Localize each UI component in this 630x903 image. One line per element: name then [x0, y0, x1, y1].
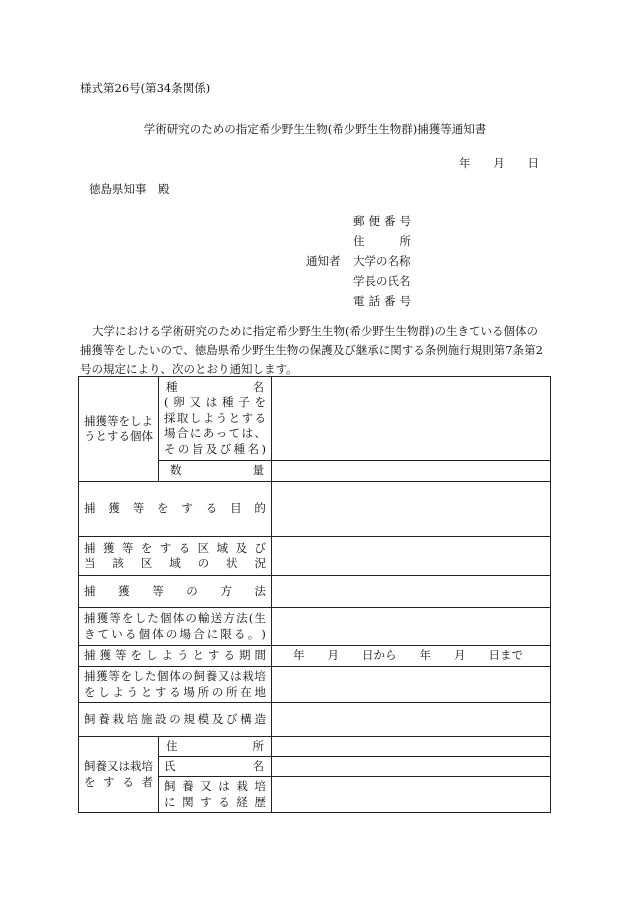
keeper-experience-label: 飼 養 又 は 栽 培 に 関 す る 経 歴	[159, 777, 272, 813]
notice-form-table	[78, 376, 551, 813]
period-to-month: 月	[454, 648, 466, 663]
period-from-year: 年	[293, 648, 305, 663]
date-year: 年	[459, 156, 471, 170]
individual-group-label: 捕獲等をしよ うとする個体	[79, 377, 159, 482]
sender-president-name: 学長の氏名	[353, 274, 411, 288]
keeper-name-value[interactable]	[272, 757, 551, 777]
period-from-day: 日から	[362, 648, 397, 663]
period-label: 捕 獲 等 を し よ う と す る 期 間	[79, 646, 272, 667]
date-day: 日	[527, 156, 539, 170]
transport-value[interactable]	[272, 608, 551, 646]
species-label-cell: 種 名 ( 卵 又 は 種 子 を 採 取 し よ う と す る 場 合 に あ っ て は 、 そ の 旨 及 び 種 名 )	[159, 377, 272, 461]
transport-label: 捕 獲 等 を し た 個 体 の 輸 送 方 法 ( 生 き て い る 個 体 の 場 合 に 限 る 。 )	[79, 608, 272, 646]
location-value[interactable]	[272, 667, 551, 703]
quantity-label-cell: 数 量	[159, 461, 272, 482]
date-month: 月	[493, 156, 505, 170]
body-line: 捕獲等をしたいので、徳島県希少野生生物の保護及び継承に関する条例施行規則第7条第2	[80, 343, 543, 357]
body-line: 大学における学術研究のために指定希少野生生物(希少野生生物群)の生きている個体の	[92, 324, 538, 338]
sender-phone: 電 話 番 号	[353, 294, 411, 308]
sender-university-name: 大学の名称	[353, 254, 411, 268]
method-value[interactable]	[272, 576, 551, 608]
keeper-address-label: 住 所	[159, 737, 272, 757]
form-number: 様式第26号(第34条関係)	[80, 81, 211, 95]
area-label: 捕 獲 等 を す る 区 域 及 び 当 該 区 域 の 状 況	[79, 537, 272, 576]
purpose-value[interactable]	[272, 482, 551, 537]
area-value[interactable]	[272, 537, 551, 576]
notice-body	[80, 322, 555, 379]
addressee: 徳島県知事 殿	[89, 182, 170, 196]
document-title: 学術研究のための指定希少野生生物(希少野生生物群)捕獲等通知書	[143, 122, 487, 136]
quantity-value[interactable]	[272, 461, 551, 482]
period-to-year: 年	[419, 648, 431, 663]
location-label: 捕 獲 等 を し た 個 体 の 飼 養 又 は 栽 培 を し よ う と す る 場 所 の 所 在 地	[79, 667, 272, 703]
facility-label: 飼 養 栽 培 施 設 の 規 模 及 び 構 造	[79, 703, 272, 737]
method-label: 捕 獲 等 の 方 法	[79, 576, 272, 608]
period-from-month: 月	[327, 648, 339, 663]
sender-label: 通知者	[306, 254, 341, 268]
period-value[interactable]	[272, 646, 551, 667]
species-value[interactable]	[272, 377, 551, 461]
sender-postal-code: 郵 便 番 号	[353, 214, 411, 228]
period-to-day: 日まで	[488, 648, 523, 663]
sender-block	[353, 211, 411, 311]
keeper-group-label: 飼 養 又 は 栽 培 を す る 者	[79, 737, 159, 813]
keeper-address-value[interactable]	[272, 737, 551, 757]
facility-value[interactable]	[272, 703, 551, 737]
date-line	[459, 155, 539, 171]
sender-address: 住 所	[353, 234, 411, 248]
purpose-label: 捕 獲 等 を す る 目 的	[79, 482, 272, 537]
body-line: 号の規定により、次のとおり通知します。	[80, 362, 298, 376]
keeper-name-label: 氏 名	[159, 757, 272, 777]
keeper-experience-value[interactable]	[272, 777, 551, 813]
